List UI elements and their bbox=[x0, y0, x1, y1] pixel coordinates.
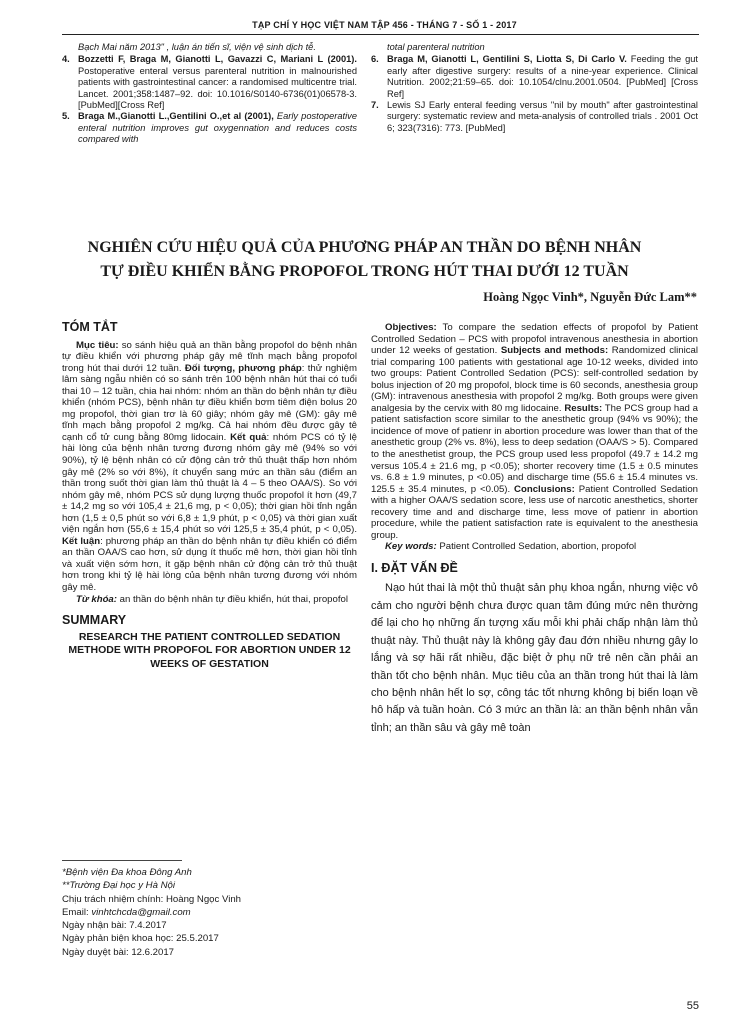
left-column bbox=[62, 322, 357, 671]
text-objective: so sánh hiệu quả an thần bằng propofol do bệnh nhân tự điều khiển với phương pháp gây mê tĩnh mạch bằng propofol trong hút thai dưới 12 tuần. bbox=[62, 339, 357, 374]
title-line-2: TỰ ĐIỀU KHIỂN BẰNG PROPOFOL TRONG HÚT THAI DƯỚI 12 TUẦN bbox=[100, 263, 629, 280]
label-keywords: Từ khóa: bbox=[76, 593, 117, 605]
ref-text: Postoperative enteral versus parenteral nutrition in malnourished patients with gastrointestinal cancer: a randomised multicentre trial. Lancet. 2001;358:1487–92. doi: 10.1016/S0140-6736(01)06578-3.[PubMed][Cross Ref] bbox=[78, 65, 357, 111]
date-reviewed: Ngày phản biện khoa học: 25.5.2017 bbox=[62, 933, 219, 945]
ref-authors: Bozzetti F, Braga M, Gianotti L, Gavazzi C, Mariani L (2001). bbox=[78, 54, 357, 65]
summary-heading: SUMMARY bbox=[62, 613, 127, 628]
right-column bbox=[371, 322, 698, 737]
text-conclusions-en: Patient Controlled Sedation with a higher OAA/S sedation score, less use of narcotic anesthetics, shorter recovery time and and discharge time, less move of patienr in abortion procedure, while the patient satisfaction rate is equivalent to the anesthesia group. bbox=[371, 483, 698, 541]
header-rule bbox=[62, 34, 699, 35]
intro-text: Nạo hút thai là một thủ thuật sản phụ khoa ngắn, nhưng việc vô cảm cho người bệnh chưa được quan tâm đúng mức nên thường để lại cho họ những ấn tượng xấu mỗi khi phải chấp nhận làm thủ thuật này. Thủ thuật này là không gây đau đớn nhiều nhưng gây lo lắng và sợ hãi rất nhiều, đặc biệt ở phụ nữ trẻ nên cần phải an thần tốt cho bệnh nhân. Mục tiêu của an thần trong hút thai là làm cho bệnh nhân hết lo sợ, công tác tốt nhưng không bị biến loạn về hô hấp và tuần hoàn. Có 3 mức an thần là: an thần bệnh nhân vẫn tỉnh; an thần sâu và gây mê toàn bbox=[371, 582, 698, 734]
email-label: Email: bbox=[62, 906, 89, 918]
label-keywords-en: Key words: bbox=[385, 541, 437, 553]
ref-number: 4. bbox=[62, 54, 70, 65]
text-subjects: : thử nghiệm lâm sàng ngẫu nhiên có so sánh trên 100 bệnh nhân hút thai có tuổi thai 10 – 12 tuần, chia hai nhóm: nhóm an thần do bệnh nhân tự điều khiển (nhóm PCS), bệnh nhân tự điều khiển bơm tiêm điện bolus 20 mg propofol, thời gian trơ là 60 giây; nhóm gây mê (GM): gây mê tĩnh mạch bằng propofol 2 mg/kg. Cả hai nhóm đều được gây tê cạnh cổ tử cung bằng 80mg lidocain. bbox=[62, 362, 357, 443]
ref-body bbox=[78, 54, 357, 111]
ref-text: Early postoperative enteral nutrition improves gut oxygennation and reduces costs compared with bbox=[78, 111, 357, 145]
ref-text: Lewis SJ Early enteral feeding versus "nil by mouth" after gastrointestinal surgery: systematic review and meta-analysis of controlled trials . 2001 Oct 6; 323(7316): 773. [PubMed] bbox=[387, 100, 698, 133]
article-title bbox=[40, 236, 689, 284]
affiliation-2: **Trường Đại học y Hà Nội bbox=[62, 880, 176, 892]
corresponding-author: Chịu trách nhiệm chính: Hoàng Ngọc Vinh bbox=[62, 893, 242, 905]
text-objectives: To compare the sedation effects of propofol by Patient Controlled Sedation – PCS with propofol intravenous anesthesia in abortion under 12 weeks of gestation. bbox=[371, 322, 698, 357]
ref-continuation: total parenteral nutrition bbox=[387, 42, 485, 52]
keywords-vi bbox=[62, 594, 357, 606]
text-subjects-en: Randomized clinical trial comparing 100 patients with gestational age 10-12 weeks, divided into two groups: Patient Controlled Sedation (PCS): self-controlled sedation by bolus injection of 20 mg propofol, block time is 60 seconds, anesthesia group (GM): intravenous anesthesia with propofol 2 mg/kg. Both groups were given analgesia by the cervix with 80 mg lidocaine. bbox=[371, 345, 698, 414]
ref-body bbox=[387, 100, 698, 134]
keywords-en bbox=[371, 541, 698, 553]
reference-item bbox=[62, 54, 357, 111]
journal-header: TẠP CHÍ Y HỌC VIỆT NAM TẬP 456 - THÁNG 7 - SỐ 1 - 2017 bbox=[252, 20, 517, 30]
ref-text: Feeding the gut early after digestive surgery: results of a nine-year experience. Clinical Nutrition. 2002;21:59–65. doi: 10.1054/clnu.2001.0504. [PubMed] [Cross Ref] bbox=[387, 54, 698, 99]
ref-body bbox=[78, 111, 357, 145]
reference-item bbox=[371, 100, 698, 134]
footnotes bbox=[62, 866, 357, 959]
ref-number: 6. bbox=[371, 54, 379, 65]
references-left bbox=[62, 42, 357, 146]
ref-number: 7. bbox=[371, 100, 379, 111]
reference-item bbox=[62, 111, 357, 145]
label-subjects: Đối tượng, phương pháp bbox=[181, 362, 302, 374]
summary-title: RESEARCH THE PATIENT CONTROLLED SEDATION METHODE WITH PROPOFOL FOR ABORTION UNDER 12 WEEKS OF GESTATION bbox=[68, 630, 351, 670]
ref-authors: Braga M.,Gianotti L.,Gentilini O.,et al (2001), bbox=[78, 111, 274, 122]
abstract-vi-body bbox=[62, 340, 357, 594]
references-right bbox=[371, 42, 698, 134]
label-objectives: Objectives: bbox=[385, 322, 437, 333]
page-number: 55 bbox=[686, 1000, 699, 1012]
footnote-rule bbox=[62, 860, 182, 861]
intro-heading: I. ĐẶT VẤN ĐỀ bbox=[371, 560, 458, 575]
affiliation-1: *Bệnh viện Đa khoa Đông Anh bbox=[62, 867, 192, 878]
label-results-en: Results: bbox=[561, 402, 603, 414]
ref-continuation: Bạch Mai năm 2013" , luận án tiến sĩ, viện vệ sinh dịch tễ. bbox=[78, 42, 316, 52]
email-link[interactable]: vinhtchcda@gmail.com bbox=[91, 906, 191, 918]
text-keywords-en: Patient Controlled Sedation, abortion, propofol bbox=[436, 541, 637, 553]
label-subjects-en: Subjects and methods: bbox=[497, 345, 609, 357]
author-list: Hoàng Ngọc Vinh*, Nguyễn Đức Lam** bbox=[483, 290, 697, 304]
ref-body bbox=[387, 54, 698, 100]
label-conclusions-en: Conclusions: bbox=[510, 483, 575, 495]
label-results: Kết quả bbox=[226, 431, 267, 443]
text-results-en: The PCS group had a patient satisfaction score similar to the anesthetic group (94% vs 90%); the incidence of move of patienr in abortion procedure was lower than that of the anesthetic group (2% vs. 8%), less to deep sedation (OAA/S > 5). Compared to the anesthetist group, the PCS group used less propofol (49.7 ± 14.2 mg versus 105.4 ± 21.6 mg, p <0.05); shorter recovery time (1.5 ± 0.5 minutes vs. 6.8 ± 1.9 minutes, p <0.05) and discharge time (55.6 ± 15.4 minutes vs. 125.5 ± 35.4 minutes, p <0.05). bbox=[371, 402, 698, 495]
label-objective: Mục tiêu: bbox=[76, 339, 119, 351]
ref-number: 5. bbox=[62, 111, 70, 122]
reference-item bbox=[371, 54, 698, 100]
date-accepted: Ngày duyệt bài: 12.6.2017 bbox=[62, 946, 175, 958]
text-conclusion: : phương pháp an thần do bệnh nhân tự điều khiển có điểm an thần OAA/S cao hơn, sử dụng ít thuốc mê hơn, thời gian hồi tỉnh và xuất viện sớm hơn, ít gặp bệnh nhân cử động cản trở thủ thuật hơn trong khi tỷ lệ hài lòng của bệnh nhân tương đương với nhóm gây mê. bbox=[62, 535, 357, 594]
date-received: Ngày nhận bài: 7.4.2017 bbox=[62, 920, 167, 932]
title-line-1: NGHIÊN CỨU HIỆU QUẢ CỦA PHƯƠNG PHÁP AN THẦN DO BỆNH NHÂN bbox=[87, 239, 642, 256]
ref-authors: Braga M, Gianotti L, Gentilini S, Liotta S, Di Carlo V. bbox=[387, 54, 627, 65]
text-keywords: an thần do bệnh nhân tự điều khiển, hút thai, propofol bbox=[116, 593, 348, 605]
text-results: : nhóm PCS có tỷ lệ hài lòng của bệnh nhân tương đương nhóm gây mê (94% so với 90%), tỷ lệ bệnh nhân có cử động cản trở thủ thuật thấp hơn nhóm gây mê (2% so với 8%), ít chuyển sang mức an thần sâu (điểm an thần trong suốt thời gian làm thủ thuật là 4 – 5 theo OAA/S). So với nhóm gây mê, nhóm PCS sử dụng lượng thuốc propofol ít hơn (49,7 ± 14,2 mg so với 105,4 ± 21,6 mg, p < 0,05); thời gian hồi tỉnh ngắn hơn (1,5 ± 0,5 phút so với 6,8 ± 1,9 phút, p < 0,05) và thời gian xuất viện ngắn hơn (55,6 ± 15,4 phút so với 125,5 ± 35,4 phút, p < 0,05). bbox=[62, 431, 357, 536]
abstract-heading: TÓM TẮT bbox=[62, 320, 118, 334]
label-conclusion: Kết luận bbox=[62, 535, 101, 547]
abstract-en-body bbox=[371, 322, 698, 541]
email-line bbox=[62, 906, 357, 919]
